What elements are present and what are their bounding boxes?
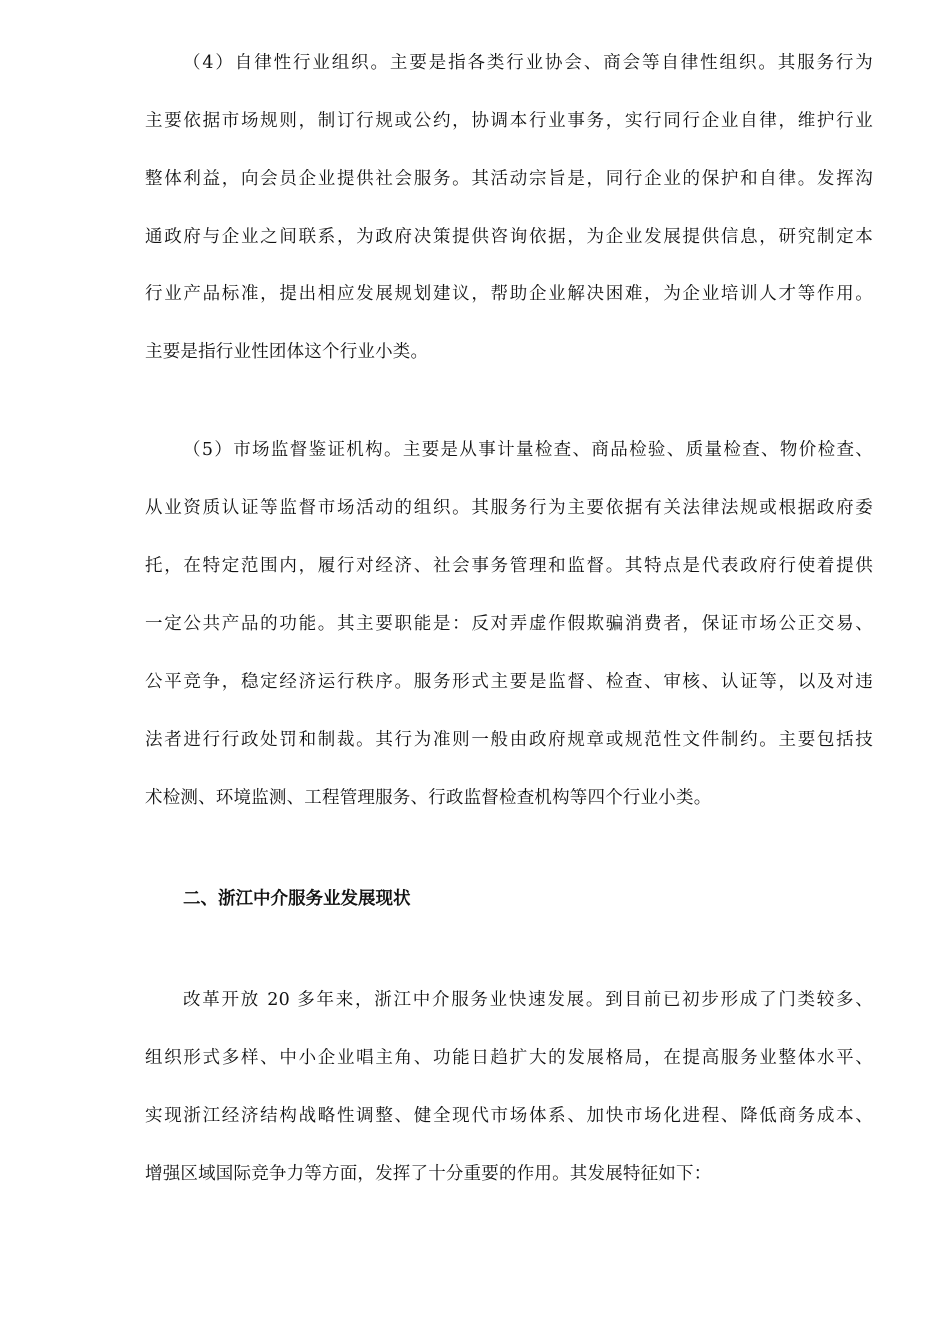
paragraph-line: 行业产品标准，提出相应发展规划建议，帮助企业解决困难，为企业培训人才等作用。 [145, 284, 873, 304]
section-heading: 二、浙江中介服务业发展现状 [183, 889, 411, 909]
paragraph-line: 托，在特定范围内，履行对经济、社会事务管理和监督。其特点是代表政府行使着提供 [145, 556, 873, 576]
paragraph-line: 通政府与企业之间联系，为政府决策提供咨询依据，为企业发展提供信息，研究制定本 [145, 227, 873, 247]
paragraph-line: 法者进行行政处罚和制裁。其行为准则一般由政府规章或规范性文件制约。主要包括技 [145, 730, 873, 750]
paragraph-line: 术检测、环境监测、工程管理服务、行政监督检查机构等四个行业小类。 [145, 788, 712, 808]
paragraph-line: 增强区域国际竞争力等方面，发挥了十分重要的作用。其发展特征如下： [145, 1164, 712, 1184]
paragraph-line: （5）市场监督鉴证机构。主要是从事计量检查、商品检验、质量检查、物价检查、 [183, 440, 873, 460]
paragraph-line: 一定公共产品的功能。其主要职能是：反对弄虚作假欺骗消费者，保证市场公正交易、 [145, 614, 873, 634]
paragraph-line: 主要是指行业性团体这个行业小类。 [145, 342, 429, 362]
paragraph-line: 整体利益，向会员企业提供社会服务。其活动宗旨是，同行企业的保护和自律。发挥沟 [145, 169, 873, 189]
paragraph-line: 组织形式多样、中小企业唱主角、功能日趋扩大的发展格局，在提高服务业整体水平、 [145, 1048, 873, 1068]
paragraph-line: 实现浙江经济结构战略性调整、健全现代市场体系、加快市场化进程、降低商务成本、 [145, 1106, 873, 1126]
paragraph-line: 公平竞争，稳定经济运行秩序。服务形式主要是监督、检查、审核、认证等，以及对违 [145, 672, 873, 692]
paragraph-line: 主要依据市场规则，制订行规或公约，协调本行业事务，实行同行企业自律，维护行业 [145, 111, 873, 131]
paragraph-line: （4）自律性行业组织。主要是指各类行业协会、商会等自律性组织。其服务行为 [183, 53, 873, 73]
paragraph-line: 改革开放 20 多年来，浙江中介服务业快速发展。到目前已初步形成了门类较多、 [183, 990, 873, 1010]
paragraph-line: 从业资质认证等监督市场活动的组织。其服务行为主要依据有关法律法规或根据政府委 [145, 498, 873, 518]
